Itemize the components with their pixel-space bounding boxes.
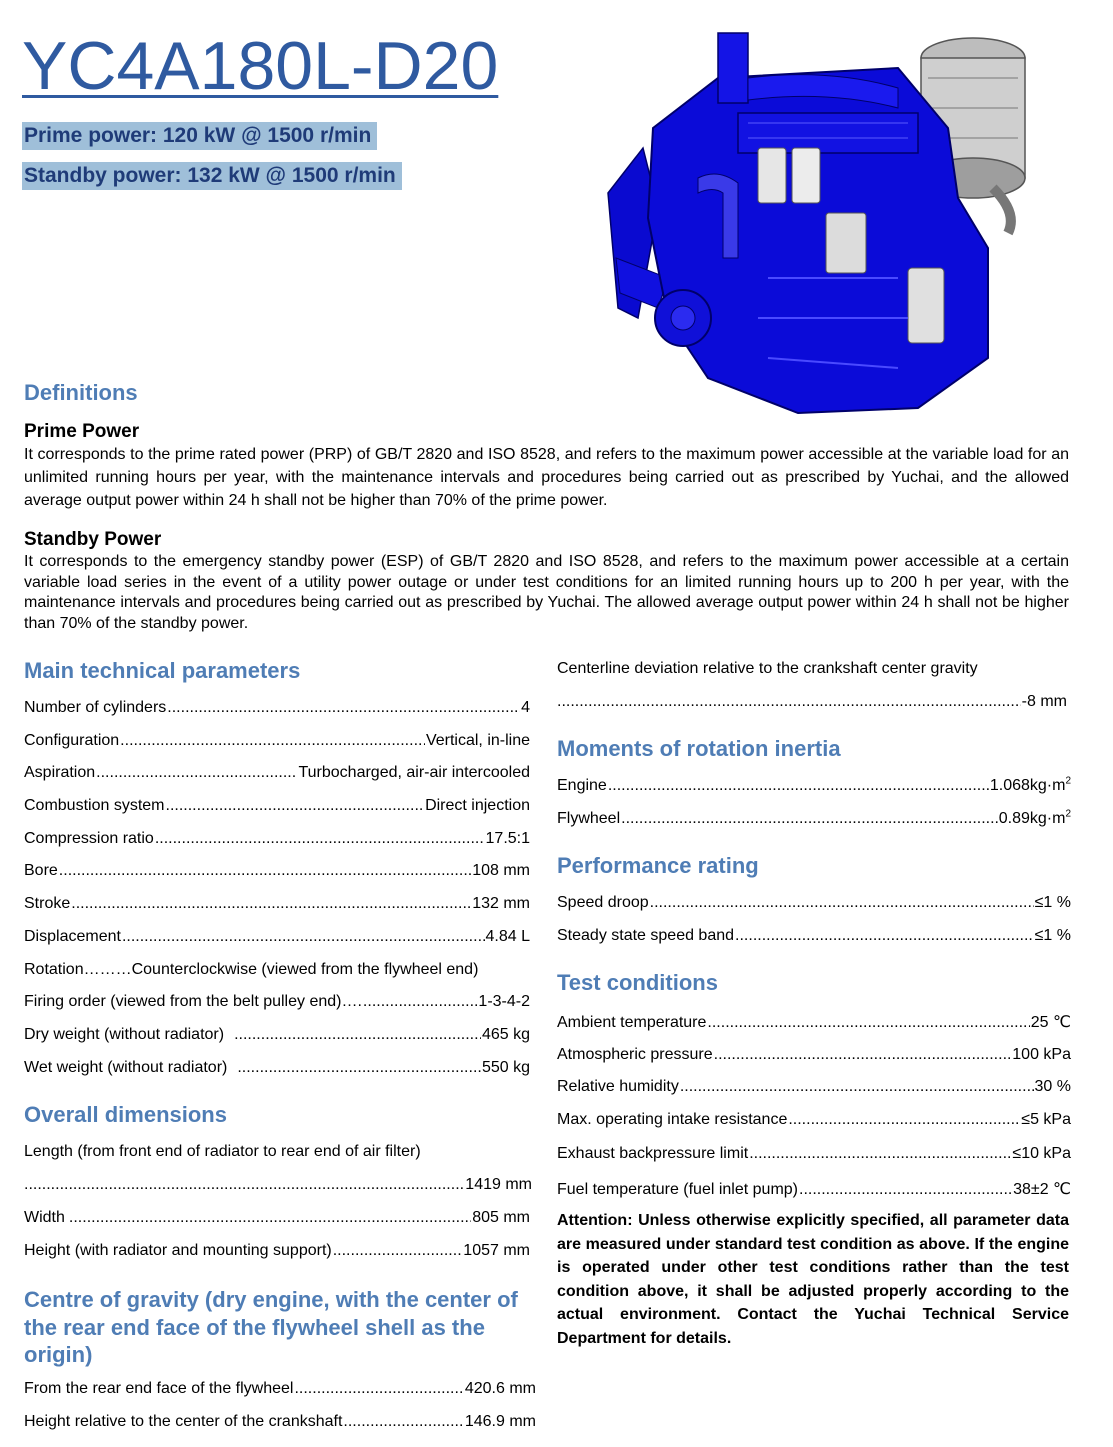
prime-power-banner: Prime power: 120 kW @ 1500 r/min <box>22 122 377 150</box>
test-row: Atmospheric pressure ..... 100 kPa <box>557 1046 1071 1066</box>
test-heading: Test conditions <box>557 970 718 995</box>
gravity-row-height: Height relative to the center of the crankshaft ..... 146.9 mm <box>24 1413 536 1433</box>
prime-power-heading: Prime Power <box>24 421 140 442</box>
performance-heading: Performance rating <box>557 853 759 878</box>
main-params-list <box>24 699 530 961</box>
standby-power-banner: Standby power: 132 kW @ 1500 r/min <box>22 162 402 190</box>
centerline-label: Centerline deviation relative to the crankshaft center gravity <box>557 660 978 677</box>
param-row: Number of cylinders ..... 4 <box>24 699 530 719</box>
firing-order-row: Firing order (viewed from the belt pulley end)…. ..... 1-3-4-2 <box>24 993 530 1013</box>
prime-power-text: It corresponds to the prime rated power (PRP) of GB/T 2820 and ISO 8528, and refers to the maximum power accessible at the variable load for an unlimited running hours per year, with the maintenance intervals and procedures being carried out as prescribed by Yuchai, and the allowed average output power within 24 h shall not be higher than 70% of the prime power. <box>24 446 1069 509</box>
param-row: Displacement ..... 4.84 L <box>24 928 530 948</box>
gravity-row-flywheel: From the rear end face of the flywheel ..... 420.6 mm <box>24 1380 536 1400</box>
height-row: Height (with radiator and mounting support) ..... 1057 mm <box>24 1242 530 1262</box>
engine-illustration <box>598 18 1038 423</box>
test-row: Relative humidity ..... 30 % <box>557 1078 1071 1098</box>
param-row: Aspiration ..... Turbocharged, air-air intercooled <box>24 764 530 784</box>
length-row: ..... 1419 mm <box>24 1176 532 1196</box>
attention-note: Attention: Unless otherwise explicitly specified, all parameter data are measured under standard test condition as above. If the engine is operated under other test conditions rather than the test condition above, it shall be adjusted properly according to the actual environment. Contact the Yuchai Technical Service Department for details. <box>557 1212 1069 1347</box>
speed-droop-row: Speed droop ..... ≤1 % <box>557 894 1071 914</box>
test-row: Ambient temperature ..... 25 ℃ <box>557 1012 1071 1032</box>
standby-power-heading: Standby Power <box>24 529 162 550</box>
dimensions-heading: Overall dimensions <box>24 1102 227 1127</box>
param-row: Configuration ..... Vertical, in-line <box>24 732 530 752</box>
dry-weight-row: Dry weight (without radiator) ..... 465 kg <box>24 1026 530 1046</box>
standby-power-text: It corresponds to the emergency standby power (ESP) of GB/T 2820 and ISO 8528, and refers to the maximum power accessible at a certain variable load series in the event of a utility power outage or under test conditions for an limited running hours up to 200 h per year, with the maintenance intervals and procedures being carried out as prescribed by Yuchai. The allowed average output power within 24 h shall not be higher than 70% of the standby power. <box>24 553 1069 632</box>
param-row: Compression ratio ..... 17.5:1 <box>24 830 530 850</box>
inertia-engine-row: Engine ..... $1.068kg\cdot m^2$ <box>557 777 1071 797</box>
gravity-heading: Centre of gravity (dry engine, with the center of the rear end face of the flywheel shell as the origin) <box>24 1287 518 1367</box>
test-row: Max. operating intake resistance ..... ≤5 kPa <box>557 1111 1071 1131</box>
wet-weight-row: Wet weight (without radiator) ..... 550 kg <box>24 1059 530 1079</box>
inertia-flywheel-row: Flywheel ..... $0.89kg\cdot m^2$ <box>557 810 1071 830</box>
param-row: Combustion system ..... Direct injection <box>24 797 530 817</box>
speed-band-row: Steady state speed band ..... ≤1 % <box>557 927 1071 947</box>
model-title: YC4A180L-D20 <box>22 28 499 104</box>
definitions-heading: Definitions <box>24 380 138 405</box>
length-label: Length (from front end of radiator to rear end of air filter) <box>24 1143 421 1160</box>
inertia-heading: Moments of rotation inertia <box>557 736 841 761</box>
rotation-row: Rotation………Counterclockwise (viewed from the flywheel end) <box>24 961 479 978</box>
param-row: Bore ..... 108 mm <box>24 862 530 882</box>
main-params-heading: Main technical parameters <box>24 658 301 683</box>
test-row: Exhaust backpressure limit ..... ≤10 kPa <box>557 1145 1071 1165</box>
param-row: Stroke ..... 132 mm <box>24 895 530 915</box>
test-row: Fuel temperature (fuel inlet pump) ..... 38±2 ℃ <box>557 1179 1071 1199</box>
width-row: Width ..... 805 mm <box>24 1209 530 1229</box>
centerline-row: ..... -8 mm <box>557 693 1067 713</box>
